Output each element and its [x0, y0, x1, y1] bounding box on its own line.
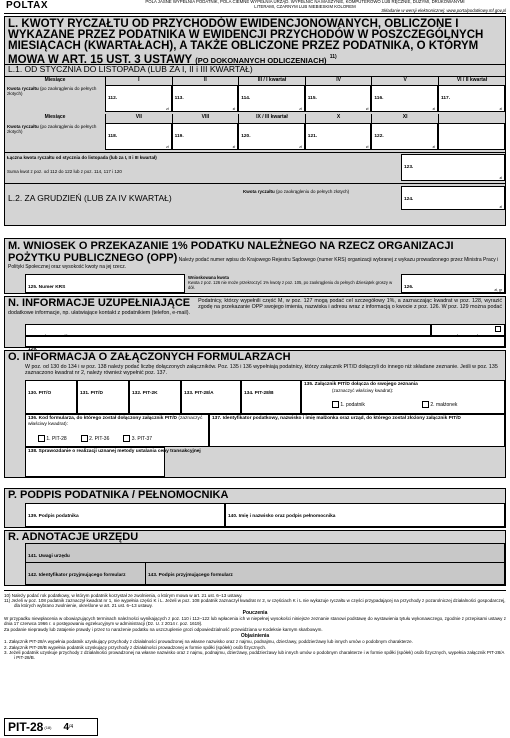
field-117[interactable]: 117. zł — [438, 85, 505, 112]
field-119[interactable]: 119. zł — [172, 123, 239, 150]
field-123[interactable]: 123. zł — [401, 154, 505, 181]
field-124[interactable]: 124. zł — [401, 186, 505, 210]
section-p — [4, 488, 506, 528]
l2-row: L.2. ZA GRUDZIEŃ (LUB ZA IV KWARTAŁ) Kwota ryczałtu (po zaokrągleniu do pełnych złotych) 124. zł — [5, 183, 505, 225]
form-code: PIT-28 — [8, 720, 44, 734]
brand-label: POLTAX — [6, 0, 49, 11]
field-141: 141. Uwagi urzędu — [26, 544, 504, 563]
section-l — [4, 16, 506, 226]
section-r-title: R. ADNOTACJE URZĘDU — [8, 531, 139, 543]
field-132[interactable]: 132. PIT-2K — [129, 380, 181, 414]
field-133[interactable]: 133. PIT-28/A — [181, 380, 241, 414]
field-116[interactable]: 116. zł — [371, 85, 438, 112]
l-month-row-1: Miesiące I II III / I kwartał IV V VI / II kwartał — [5, 76, 505, 85]
field-139[interactable]: 139. Podpis podatnika — [25, 503, 225, 527]
consent-checkbox[interactable] — [495, 326, 501, 332]
field-130[interactable]: 130. PIT/O — [25, 380, 77, 414]
field-128[interactable] — [431, 324, 505, 336]
form-header — [4, 0, 506, 14]
section-p-title: P. PODPIS PODATNIKA / PEŁNOMOCNIKA — [8, 489, 229, 501]
l-month-row-2: Miesiące VII VIII IX / III kwartał X XI — [5, 114, 505, 123]
field-137[interactable]: 137. Identyfikator podatkowy, nazwisko i imię małżonka oraz urząd, do którego został złożony załącznik PIT/D — [209, 414, 505, 447]
section-r — [4, 530, 506, 586]
section-l1-title: L.1. OD STYCZNIA DO LISTOPADA (LUB ZA I, II i III KWARTAŁ) — [5, 64, 505, 75]
l-amount-row-2: Kwota ryczałtu (po zaokrągleniu do pełnych złotych) 118. zł 119. zł 120. zł 121. zł 122. zł — [5, 123, 505, 150]
footnotes: 10) Należy podać rok podatkowy, w którym podatnik korzystał ze zwolnienia, o którym mowa w art. 21 ust. 6–13 ustawy. 11) Jeżeli w poz. 108 podatnik zaznaczył kwadrat nr 1, nie wypełnia części K i L. Jeżeli w poz. 108 podatnik zaznaczył kwadrat nr 2, w częściach K i L nie wykazuje ryczałtu w części przypadającej na przychody z pozarolniczej działalności gospodarczej, dla których wybrano zwolnienie, określone w art. 21 ust. 6–13 ustawy. Pouczenia W przypadku niewpłacenia w obowiązujących terminach należności wynikających z poz. 110 i 112–122 lub wpłacenia ich w niepełnej wysokości niniejsze zeznanie stanowi podstawę do wystawienia tytułu wykonawczego, zgodnie z przepisami ustawy z dnia 17 czerwca 1966 r. o postępowaniu egzekucyjnym w administracji (Dz. U. z 2014 r. poz. 1619). Za podanie nieprawdy lub zatajenie prawdy i przez to narażenie podatku na uszczuplenie grozi odpowiedzialność przewidziana w Kodeksie karnym skarbowym. Objaśnienia 1. Załącznik PIT-28/A wypełnia podatnik uzyskujący przychody z działalności prowadzonej na własne nazwisko oraz z najmu, podnajmu, dzierżawy, poddzierżawy lub innych umów o podobnym charakterze. 2. Załącznik PIT-28/B wypełnia podatnik uzyskujący przychody z działalności prowadzonej w formie spółki (spółek) osób fizycznych. 3. Jeżeli podatnik uzyskuje przychody z działalności prowadzonej na własne nazwisko oraz z najmu, podnajmu, dzierżawy, poddzierżawy lub innych umów o podobnym charakterze i w formie spółki (spółek) osób fizycznych, wypełnia załącznik PIT-28/A i PIT-28/B. — [4, 590, 506, 660]
section-l-title: L. KWOTY RYCZAŁTU OD PRZYCHODÓW EWIDENCJONOWANYCH, OBLICZONE I WYKAZANE PRZEZ PODATNIKA W EWIDENCJI PRZYCHODÓW W POSZCZEGÓLNYCH MIESIĄCACH (KWARTAŁACH), A TAKŻE OBLICZONE PRZEZ PODATNIKA, O KTÓRYM MOWA W ART. 15 UST. 3 USTAWY (PO DOKONANYCH ODLICZENIACH) $^{11)}$ — [8, 18, 484, 66]
section-m-title: M. WNIOSEK O PRZEKAZANIE 1% PODATKU NALEŻNEGO NA RZECZ ORGANIZACJI POŻYTKU PUBLICZNEGO (OPP) — [8, 240, 454, 264]
field-125[interactable]: 125. Numer KRS — [25, 274, 185, 293]
field-129[interactable] — [25, 336, 505, 347]
page-number: 4 — [63, 721, 70, 733]
field-140[interactable]: 140. Imię i nazwisko oraz podpis pełnomocnika — [225, 503, 505, 527]
field-126[interactable]: 126. zł, gr — [401, 274, 505, 293]
section-n: N. INFORMACJE UZUPEŁNIAJĄCE Podatnicy, którzy wypełnili część M, w poz. 127 mogą podać cel szczegółowy 1%, a zaznaczając kwadrat w poz. 128, wyrazić zgodę na przekazanie OPP swojego imienia, nazwiska i adresu wraz z informacją o kwocie z poz. 126. W poz. 129 można podać dodatkowe informacje, np. ułatwiające kontakt z podatnikiem (telefon, e-mail). — [4, 296, 506, 348]
field-115[interactable]: 115. zł — [305, 85, 372, 112]
section-m: M. WNIOSEK O PRZEKAZANIE 1% PODATKU NALEŻNEGO NA RZECZ ORGANIZACJI POŻYTKU PUBLICZNEGO (OPP) Należy podać numer wpisu do Krajowego Rejestru Sądowego (numer KRS) organizacji wybranej z wykazu prowadzonego przez Ministra Pracy i Polityki Społecznej oraz wysokość kwoty na jej rzecz. 125. Numer KRS Wnioskowana kwota Kwota z poz. 126 nie może przekroczyć 1% kwoty z poz. 105, po zaokrągleniu do pełnych dziesiątek groszy w dół. 126. zł, gr — [4, 238, 506, 294]
field-143: 143. Podpis przyjmującego formularz — [148, 573, 233, 578]
field-114[interactable]: 114. zł — [238, 85, 305, 112]
taxpayer-checkbox[interactable] — [332, 401, 339, 408]
field-121[interactable]: 121. zł — [305, 123, 372, 150]
spouse-checkbox[interactable] — [422, 401, 429, 408]
pit36-checkbox[interactable] — [81, 435, 88, 442]
section-l2-title: L.2. ZA GRUDZIEŃ (LUB ZA IV KWARTAŁ) — [8, 193, 172, 203]
field-131[interactable]: 131. PIT/D — [77, 380, 129, 414]
field-136: 136. Kod formularza, do którego został dołączony załącznik PIT/D (zaznaczyć właściwy kwadrat): 1. PIT-28 2. PIT-36 3. PIT-37 — [25, 414, 209, 447]
pit37-checkbox[interactable] — [123, 435, 130, 442]
pit28-checkbox[interactable] — [38, 435, 45, 442]
field-127[interactable] — [25, 324, 431, 336]
section-o: O. INFORMACJA O ZAŁĄCZONYCH FORMULARZACH W poz. od 130 do 134 i w poz. 138 należy podać liczbę dołączonych załączników. Poz. 135 i 136 wypełniają podatnicy, którzy załącznik PIT/D dołączyli do innego niż składane zeznanie. Jeśli w poz. 135 zaznaczono kwadrat nr 2, należy również wypełnić poz. 137. 130. PIT/O 131. PIT/D 132. PIT-2K 133. PIT-28/A 134. PIT-28/B 135. Załącznik PIT/D dołącza do swojego zeznania (zaznaczyć właściwy kwadrat): 1. podatnik 2. małżonek 136. Kod formularza, do którego został dołączony załącznik PIT/D (zaznaczyć właściwy kwadrat): 1. PIT-28 2. PIT-36 3. PIT-37 137. Identyfikator podatkowy, nazwisko i imię małżonka oraz urząd, do którego został złożony załącznik PIT/D 138. Sprawozdanie o realizacji uznanej metody ustalania ceny transakcyjnej — [4, 350, 506, 478]
form-footer: PIT-28 (18) 4 /4 — [4, 718, 98, 736]
field-112[interactable]: 112. zł — [105, 85, 172, 112]
section-n-title: N. INFORMACJE UZUPEŁNIAJĄCE — [8, 297, 191, 309]
field-135: 135. Załącznik PIT/D dołącza do swojego zeznania (zaznaczyć właściwy kwadrat): 1. podatnik 2. małżonek — [301, 380, 505, 414]
field-122[interactable]: 122. zł — [371, 123, 438, 150]
section-o-title: O. INFORMACJA O ZAŁĄCZONYCH FORMULARZACH — [8, 351, 291, 363]
field-138[interactable]: 138. Sprawozdanie o realizacji uznanej metody ustalania ceny transakcyjnej — [25, 447, 165, 477]
field-142: 142. Identyfikator przyjmującego formularz — [26, 563, 146, 584]
l-total-row: Łączna kwota ryczałtu od stycznia do listopada (lub za I, II i III kwartał) Suma kwot z poz. od 112 do 122 lub z poz. 114, 117 i 120 123. zł — [5, 152, 505, 182]
field-118[interactable]: 118. zł — [105, 123, 172, 150]
field-113[interactable]: 113. zł — [172, 85, 239, 112]
field-120[interactable]: 120. zł — [238, 123, 305, 150]
field-134[interactable]: 134. PIT-28/B — [241, 380, 301, 414]
header-info: POLA JASNE WYPEŁNIA PODATNIK, POLA CIEMNE WYPEŁNIA URZĄD. WYPEŁNIĆ NA MASZYNIE, KOMPUTEROWO LUB RĘCZNIE, DUŻYMI, DRUKOWANYMI LITERAMI, CZARNYM LUB NIEBIESKIM KOLOREM Składanie w wersji elektronicznej: www.portalpodatkowy.mf.gov.pl — [145, 0, 506, 14]
l-amount-row-1: Kwota ryczałtu (po zaokrągleniu do pełnych złotych) 112. zł 113. zł 114. zł 115. zł 116. zł 117. zł — [5, 85, 505, 112]
